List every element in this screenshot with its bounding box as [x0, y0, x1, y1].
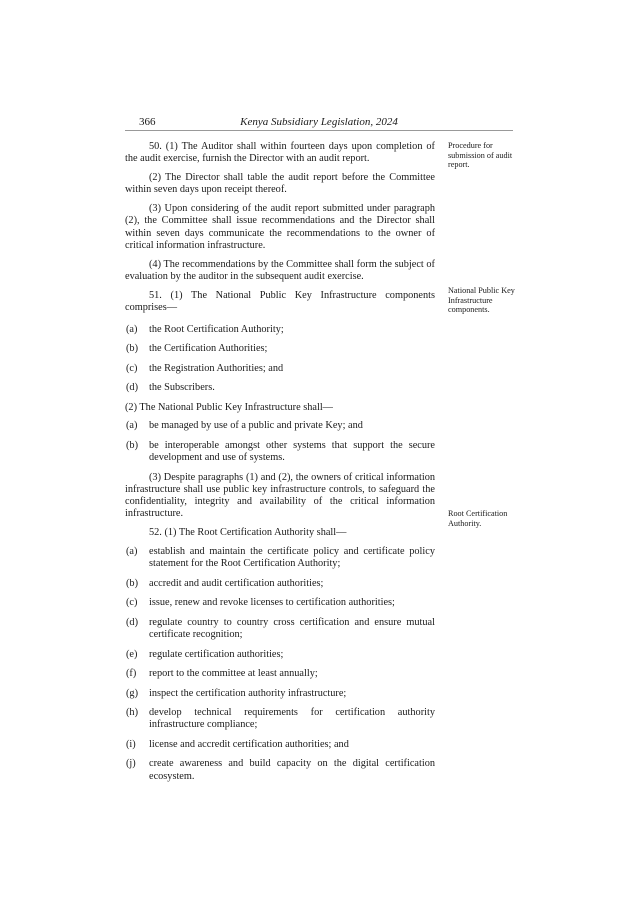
item-label: (a) [126, 323, 138, 335]
item-text: the Registration Authorities; and [149, 362, 284, 374]
item-text: be managed by use of a public and private Key; and [149, 420, 363, 432]
item-label: (c) [126, 362, 138, 374]
item-label: (j) [126, 758, 136, 770]
list-item [125, 707, 435, 732]
list-item [125, 578, 435, 590]
item-label: (a) [126, 420, 138, 432]
section-50-3: (3) Upon considering of the audit report submitted under paragraph (2), the Committee shall issue recommendations and the Director shall within seven days communicate the recommendations to the owner of critical information infrastructure. [125, 203, 435, 252]
section-51-1: 51. (1) The National Public Key Infrastructure components comprises— [125, 289, 435, 314]
item-text: report to the committee at least annually; [149, 668, 318, 680]
list-item [125, 597, 435, 609]
margin-note-pki: National Public Key Infrastructure components. [448, 286, 515, 315]
running-title: Kenya Subsidiary Legislation, 2024 [240, 116, 398, 128]
item-text: develop technical requirements for certification authority infrastructure compliance; [149, 707, 435, 731]
item-label: (e) [126, 648, 138, 660]
item-text: establish and maintain the certificate policy and certificate policy statement for the Root Certification Authority; [149, 546, 435, 570]
list-item [125, 668, 435, 680]
document-body [125, 141, 435, 790]
item-text: the Subscribers. [149, 382, 215, 394]
item-label: (c) [126, 597, 138, 609]
item-text: regulate country to country cross certification and ensure mutual certificate recognition; [149, 616, 435, 641]
item-text: create awareness and build capacity on the digital certification ecosystem. [149, 758, 435, 782]
item-text: the Certification Authorities; [149, 343, 268, 355]
list-item [125, 343, 435, 355]
header-rule [125, 130, 513, 131]
section-51-3: (3) Despite paragraphs (1) and (2), the owners of critical information infrastructure shall use public key infrastructure controls, to safeguard the confidentiality, integrity and availability of the critical information infrastructure. [125, 471, 435, 520]
list-item [125, 739, 435, 751]
item-label: (g) [126, 687, 139, 699]
list-item [125, 363, 435, 375]
item-text: issue, renew and revoke licenses to certification authorities; [149, 597, 395, 609]
list-item [125, 382, 435, 394]
margin-note-procedure: Procedure for submission of audit report. [448, 141, 513, 170]
list-item [125, 440, 435, 465]
item-text: accredit and audit certification authorities; [149, 577, 324, 589]
item-label: (b) [126, 343, 139, 355]
margin-note-root: Root Certification Authority. [448, 509, 508, 528]
section-51-2: (2) The National Public Key Infrastructure shall— [125, 401, 333, 413]
list-item [125, 688, 435, 700]
section-52-1: 52. (1) The Root Certification Authority shall— [149, 527, 347, 539]
list-item [125, 758, 435, 783]
section-50-2: (2) The Director shall table the audit report before the Committee within seven days upon receipt thereof. [125, 172, 435, 196]
list-item [125, 546, 435, 571]
section-50-1: 50. (1) The Auditor shall within fourteen days upon completion of the audit exercise, furnish the Director with an audit report. [125, 141, 435, 165]
item-text: regulate certification authorities; [149, 648, 284, 660]
item-text: license and accredit certification authorities; and [149, 738, 349, 750]
list-item [125, 324, 435, 336]
item-label: (i) [126, 738, 136, 750]
item-label: (b) [126, 439, 139, 451]
item-label: (a) [126, 546, 138, 558]
item-label: (h) [126, 707, 139, 719]
page-number: 366 [139, 116, 156, 128]
item-label: (d) [126, 616, 139, 628]
section-50-4: (4) The recommendations by the Committee shall form the subject of evaluation by the auditor in the subsequent audit exercise. [125, 258, 435, 283]
list-item [125, 420, 435, 432]
list-item [125, 617, 435, 642]
item-text: inspect the certification authority infrastructure; [149, 687, 347, 699]
item-text: the Root Certification Authority; [149, 323, 284, 335]
item-label: (d) [126, 382, 139, 394]
list-item [125, 649, 435, 661]
item-label: (f) [126, 668, 137, 680]
item-text: be interoperable amongst other systems that support the secure development and use of systems. [149, 439, 435, 464]
item-label: (b) [126, 577, 139, 589]
